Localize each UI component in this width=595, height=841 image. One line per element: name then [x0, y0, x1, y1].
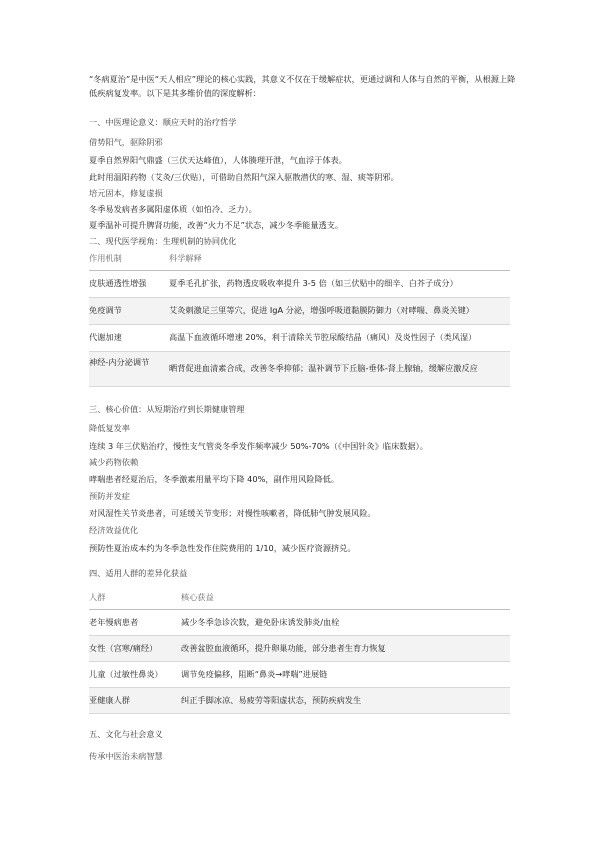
population-cell: 亚健康人群	[89, 695, 130, 705]
benefit-cell: 改善盆腔血液循环，提升卵巢功能，部分患者生育力恢复	[181, 643, 386, 653]
benefit-cell: 减少冬季急诊次数，避免卧床诱发肺炎/血栓	[181, 617, 340, 627]
section3-line-2: 哮喘患者经夏治后，冬季激素用量平均下降 40%，副作用风险降低。	[89, 474, 340, 484]
table-header-explanation: 科学解释	[169, 253, 202, 263]
section1-subheading-2: 培元固本，修复虚损	[89, 188, 163, 198]
table-header-population: 人群	[89, 592, 106, 602]
mechanism-cell: 神经-内分泌调节	[89, 357, 150, 367]
benefit-cell: 纠正手脚冰凉、易疲劳等阳虚状态，预防疾病发生	[181, 695, 362, 705]
explanation-cell: 晒背促进血清素合成，改善冬季抑郁；温补调节下丘脑-垂体-肾上腺轴，缓解应激反应	[169, 363, 478, 373]
section3-subheading-1: 降低复发率	[89, 423, 130, 433]
section1-line-4: 夏季温补可提升脾肾功能，改善“火力不足”状态，减少冬季能量透支。	[89, 220, 344, 230]
section4-heading: 四、适用人群的差异化获益	[89, 568, 188, 578]
population-cell: 女性（宫寒/痛经）	[89, 643, 158, 653]
table-row	[89, 662, 510, 688]
mechanism-table	[89, 250, 510, 387]
population-cell: 儿童（过敏性鼻炎）	[89, 669, 163, 679]
section5-heading: 五、文化与社会意义	[89, 729, 163, 739]
population-cell: 老年慢病患者	[89, 617, 139, 627]
section1-heading: 一、中医理论意义：顺应天时的治疗哲学	[89, 117, 237, 127]
intro-paragraph: “冬病夏治”是中医“天人相应”理论的核心实践，其意义不仅在于缓解症状，更通过调和人体与自然的平衡，从根源上降低疾病复发率。以下是其多维价值的深度解析：	[89, 74, 516, 98]
table-row	[89, 271, 510, 298]
table-row	[89, 688, 510, 714]
section1-line-2: 此时用温阳药物（艾灸/三伏贴），可借助自然阳气深入驱散潜伏的寒、湿、痰等阴邪。	[89, 172, 399, 182]
table-row	[89, 325, 510, 352]
table-header-mechanism: 作用机制	[89, 253, 122, 263]
table-row	[89, 610, 510, 636]
table-row	[89, 636, 510, 662]
section5-subheading-1: 传承中医治未病智慧	[89, 751, 163, 761]
explanation-cell: 夏季毛孔扩张，药物透皮吸收率提升 3-5 倍（如三伏贴中的细辛、白芥子成分）	[169, 278, 458, 288]
section3-line-3: 对风湿性关节炎患者，可延缓关节变形；对慢性咳嗽者，降低肺气肿发展风险。	[89, 508, 376, 518]
section3-line-1: 连续 3 年三伏贴治疗，慢性支气管炎冬季发作频率减少 50%-70%（《中国针灸》临床数据）。	[89, 441, 428, 451]
benefit-cell: 调节免疫偏移，阻断“鼻炎→哮喘”进展链	[181, 669, 328, 679]
section3-subheading-2: 减少药物依赖	[89, 457, 139, 467]
table-header-row	[89, 250, 510, 271]
section3-subheading-4: 经济效益优化	[89, 525, 139, 535]
section1-line-3: 冬季易发病者多属阳虚体质（如怕冷、乏力）。	[89, 204, 257, 214]
population-table	[89, 588, 510, 714]
explanation-cell: 高温下血液循环增速 20%，利于清除关节腔尿酸结晶（痛风）及炎性因子（类风湿）	[169, 332, 477, 342]
table-row	[89, 352, 510, 387]
section1-line-1: 夏季自然界阳气鼎盛（三伏天达峰值），人体腠理开泄，气血浮于体表。	[89, 155, 347, 165]
section3-heading: 三、核心价值：从短期治疗到长期健康管理	[89, 404, 245, 414]
section3-line-4: 预防性夏治成本约为冬季急性发作住院费用的 1/10，减少医疗资源挤兑。	[89, 543, 356, 553]
table-header-benefit: 核心获益	[181, 592, 214, 602]
mechanism-cell: 免疫调节	[89, 305, 122, 315]
section1-subheading-1: 借势阳气，驱除阴邪	[89, 137, 163, 147]
table-row	[89, 298, 510, 325]
explanation-cell: 艾灸刺激足三里等穴，促进 IgA 分泌，增强呼吸道黏膜防御力（对哮喘、鼻炎关键）	[169, 305, 474, 315]
section3-subheading-3: 预防并发症	[89, 491, 130, 501]
table-header-row	[89, 588, 510, 610]
mechanism-cell: 皮肤通透性增强	[89, 278, 147, 288]
section2-heading: 二、现代医学视角：生理机制的协同优化	[89, 236, 237, 246]
mechanism-cell: 代谢加速	[89, 332, 122, 342]
